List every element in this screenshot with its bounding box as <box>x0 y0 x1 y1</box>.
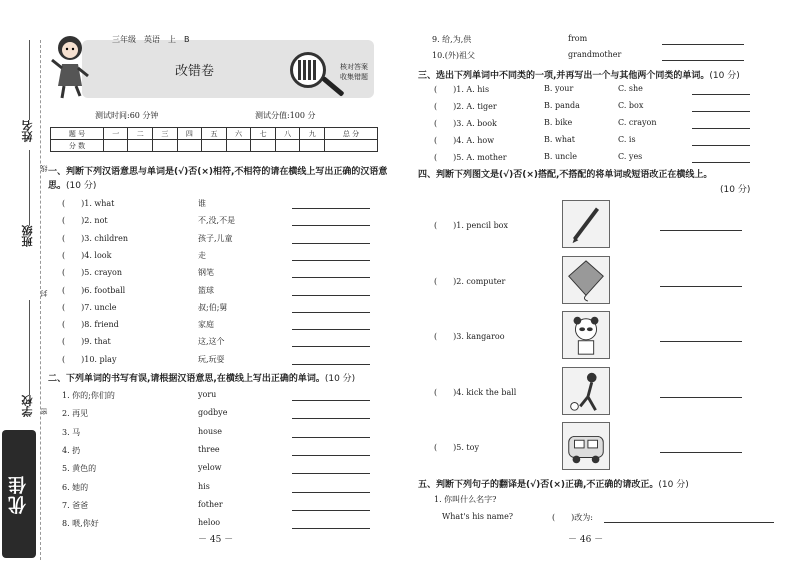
score-header-cell: 八 <box>275 128 300 140</box>
panda-picture <box>562 311 610 359</box>
section1-item <box>62 285 382 297</box>
test-score: 测试分值:100 分 <box>255 111 316 120</box>
answer-line[interactable] <box>662 44 744 45</box>
answer-line[interactable] <box>692 94 750 95</box>
grade-label: 三年级 英语 上 B <box>112 35 190 44</box>
answer-line[interactable] <box>292 473 370 474</box>
item-word: ( )3. children <box>62 233 128 243</box>
section4-item <box>434 276 789 288</box>
school-underline <box>29 300 30 395</box>
boy-ball-picture <box>562 367 610 415</box>
option-c[interactable]: C. box <box>618 101 644 110</box>
right-page <box>400 0 800 566</box>
item-word: yelow <box>198 463 222 473</box>
score-cell[interactable] <box>153 140 178 152</box>
cut-line <box>40 40 41 560</box>
option-b[interactable]: B. uncle <box>544 152 578 161</box>
carryover-item <box>432 34 782 46</box>
option-c[interactable]: C. she <box>618 84 643 93</box>
section2-item <box>62 390 382 402</box>
item-meaning: 9. 给,为,供 <box>432 35 472 44</box>
item-word: ( )4. look <box>62 250 112 260</box>
item-word: ( )9. that <box>62 337 111 347</box>
item-word: three <box>198 444 220 454</box>
item-word: godbye <box>198 408 228 418</box>
score-cell[interactable] <box>324 140 377 152</box>
section2-item <box>62 518 382 530</box>
section2-title: 二、下列单词的书写有误,请根据汉语意思,在横线上写出正确的单词。(10 分) <box>48 374 356 384</box>
answer-line[interactable] <box>292 418 370 419</box>
answer-line[interactable] <box>292 295 370 296</box>
answer-line[interactable] <box>292 455 370 456</box>
score-header-cell: 五 <box>202 128 227 140</box>
answer-line[interactable] <box>292 225 370 226</box>
section1-item <box>62 198 382 210</box>
item-meaning: 3. 马 <box>62 427 81 437</box>
score-cell[interactable] <box>226 140 251 152</box>
option-c[interactable]: C. crayon <box>618 118 657 127</box>
option-a[interactable]: ( )3. A. book <box>434 119 497 128</box>
item-word: ( )6. football <box>62 285 126 295</box>
answer-line[interactable] <box>660 452 742 453</box>
class-underline <box>29 150 30 225</box>
item-word: ( )1. what <box>62 199 115 208</box>
option-b[interactable]: B. your <box>544 84 574 93</box>
item-word: ( )10. play <box>62 354 117 364</box>
cartoon-girl-icon <box>48 32 92 102</box>
seal-mark: 封 <box>40 290 48 297</box>
section4-item <box>434 442 789 454</box>
score-cell[interactable] <box>103 140 128 152</box>
qr-caption: 核对答案 收集错题 <box>340 63 368 81</box>
score-header-cell: 四 <box>177 128 202 140</box>
section2-item <box>62 408 382 420</box>
section1-item <box>62 354 382 366</box>
item-meaning: 钢笔 <box>198 268 214 278</box>
item-phrase: ( )3. kangaroo <box>434 332 505 341</box>
item-phrase: ( )1. pencil box <box>434 221 509 230</box>
item-meaning: 这,这个 <box>198 337 225 347</box>
page-number-left: － 45 － <box>198 535 234 545</box>
answer-line[interactable] <box>660 341 742 342</box>
kite-picture <box>562 256 610 304</box>
answer-line[interactable] <box>292 528 370 529</box>
item-meaning: 叔;伯;舅 <box>198 302 228 312</box>
item-word: ( )2. not <box>62 216 108 226</box>
item-word: heloo <box>198 518 221 528</box>
item-meaning: 孩子,儿童 <box>198 233 233 243</box>
answer-line[interactable] <box>292 346 370 347</box>
score-header-cell: 七 <box>251 128 276 140</box>
section2-item <box>62 427 382 439</box>
section3-item <box>434 101 789 113</box>
answer-line[interactable] <box>292 364 370 365</box>
item-meaning: 不,没,不是 <box>198 216 236 226</box>
section5-title: 五、判断下列句子的翻译是(√)否(×)正确,不正确的请改正。(10 分) <box>418 480 689 490</box>
answer-line[interactable] <box>292 208 370 209</box>
section1-item <box>62 250 382 262</box>
section3-item <box>434 152 789 164</box>
carryover-item <box>432 50 782 62</box>
score-cell[interactable] <box>177 140 202 152</box>
answer-line[interactable] <box>292 260 370 261</box>
option-a[interactable]: ( )5. A. mother <box>434 153 507 162</box>
section4-points: (10 分) <box>720 185 751 195</box>
item-meaning: 篮球 <box>198 285 214 295</box>
section5-check[interactable]: ( )改为: <box>552 513 593 522</box>
item-meaning: 1. 你的;你们的 <box>62 391 115 400</box>
answer-line[interactable] <box>660 230 742 231</box>
item-meaning: 家庭 <box>198 320 214 330</box>
header-banner <box>82 40 374 98</box>
section1-item <box>62 319 382 331</box>
school-label: 学校 <box>21 395 34 417</box>
item-word: ( )5. crayon <box>62 268 122 278</box>
toy-car-picture <box>562 422 610 470</box>
answer-line[interactable] <box>662 60 744 61</box>
answer-line[interactable] <box>292 277 370 278</box>
section1-item <box>62 267 382 279</box>
section2-item <box>62 500 382 512</box>
score-header-cell: 题 号 <box>51 128 104 140</box>
option-c[interactable]: C. yes <box>618 152 643 161</box>
section2-item <box>62 463 382 475</box>
score-header-cell: 一 <box>103 128 128 140</box>
item-meaning: 谁 <box>198 199 206 208</box>
pencil-picture <box>562 200 610 248</box>
score-table <box>50 127 378 152</box>
class-label: 班级 <box>21 225 34 247</box>
score-cell[interactable] <box>251 140 276 152</box>
item-meaning: 10.(外)祖父 <box>432 51 475 60</box>
name-underline <box>29 40 30 120</box>
item-meaning: 2. 再见 <box>62 409 89 419</box>
name-label: 姓名 <box>21 120 34 142</box>
mi-mark: 密 <box>40 408 48 415</box>
section3-title: 三、选出下列单词中不同类的一项,并再写出一个与其他两个同类的单词。(10 分) <box>418 71 740 81</box>
option-a[interactable]: ( )1. A. his <box>434 85 490 94</box>
answer-line[interactable] <box>292 243 370 244</box>
test-time: 测试时间:60 分钟 <box>95 111 159 120</box>
score-cell[interactable] <box>202 140 227 152</box>
section4-title: 四、判断下列图文是(√)否(×)搭配,不搭配的将单词或短语改正在横线上。 <box>418 170 713 180</box>
section1-title: 一、判断下列汉语意思与单词是(√)否(×)相符,不相符的请在横线上写出正确的汉语意思。(10 分) <box>48 167 388 191</box>
score-cell: 分 数 <box>51 140 104 152</box>
section5-english: What's his name? <box>442 512 514 521</box>
item-word: his <box>198 481 210 491</box>
item-meaning: 玩,玩耍 <box>198 354 225 364</box>
paper-title: 改错卷 <box>175 64 215 79</box>
answer-line[interactable] <box>692 145 750 146</box>
section4-item <box>434 331 789 343</box>
section3-item <box>434 135 789 147</box>
line-mark: 线 <box>40 165 48 172</box>
section2-item <box>62 445 382 457</box>
score-header-cell: 六 <box>226 128 251 140</box>
answer-line[interactable] <box>660 286 742 287</box>
section1-item <box>62 233 382 245</box>
section1-item <box>62 215 382 227</box>
answer-line[interactable] <box>692 111 750 112</box>
answer-line[interactable] <box>660 397 742 398</box>
item-meaning: 走 <box>198 250 206 260</box>
item-phrase: ( )4. kick the ball <box>434 387 517 397</box>
answer-line[interactable] <box>292 510 370 511</box>
score-cell[interactable] <box>300 140 325 152</box>
answer-line[interactable] <box>292 492 370 493</box>
score-cell[interactable] <box>128 140 153 152</box>
answer-line[interactable] <box>292 312 370 313</box>
option-b[interactable]: B. what <box>544 135 575 144</box>
item-word: ( )8. friend <box>62 320 119 330</box>
option-a[interactable]: ( )4. A. how <box>434 136 495 145</box>
score-header-cell: 九 <box>300 128 325 140</box>
item-word: ( )7. uncle <box>62 302 117 312</box>
score-header-cell: 二 <box>128 128 153 140</box>
item-meaning: 8. 喂,你好 <box>62 519 99 529</box>
answer-line[interactable] <box>692 162 750 163</box>
item-meaning: 7. 爸爸 <box>62 500 89 510</box>
brand-logo: 优佳 <box>2 430 36 558</box>
section1-item <box>62 336 382 348</box>
item-meaning: 4. 扔 <box>62 445 81 455</box>
score-header-cell: 三 <box>153 128 178 140</box>
item-meaning: 6. 她的 <box>62 482 89 492</box>
item-phrase: ( )2. computer <box>434 276 506 286</box>
section2-item <box>62 482 382 494</box>
section5-question: 1. 你叫什么名字? <box>434 495 497 504</box>
score-cell[interactable] <box>275 140 300 152</box>
qr-code[interactable] <box>290 52 326 88</box>
item-word: from <box>568 34 588 43</box>
section3-item <box>434 118 789 130</box>
item-word: yoru <box>198 390 217 399</box>
item-meaning: 5. 黄色的 <box>62 464 97 474</box>
item-phrase: ( )5. toy <box>434 443 479 452</box>
answer-line[interactable] <box>692 128 750 129</box>
answer-line[interactable] <box>604 522 774 523</box>
section4-item <box>434 220 789 232</box>
item-word: fother <box>198 499 223 509</box>
item-word: grandmother <box>568 50 622 59</box>
section5-answer-row <box>442 512 792 524</box>
option-c[interactable]: C. is <box>618 135 636 144</box>
score-header-cell: 总 分 <box>324 128 377 140</box>
page-number-right: － 46 － <box>568 535 604 545</box>
answer-line[interactable] <box>292 437 370 438</box>
section4-item <box>434 387 789 399</box>
answer-line[interactable] <box>292 329 370 330</box>
option-b[interactable]: B. bike <box>544 118 573 127</box>
item-word: house <box>198 426 222 436</box>
option-a[interactable]: ( )2. A. tiger <box>434 102 497 111</box>
section1-item <box>62 302 382 314</box>
option-b[interactable]: B. panda <box>544 101 580 110</box>
answer-line[interactable] <box>292 400 370 401</box>
section3-item <box>434 84 789 96</box>
